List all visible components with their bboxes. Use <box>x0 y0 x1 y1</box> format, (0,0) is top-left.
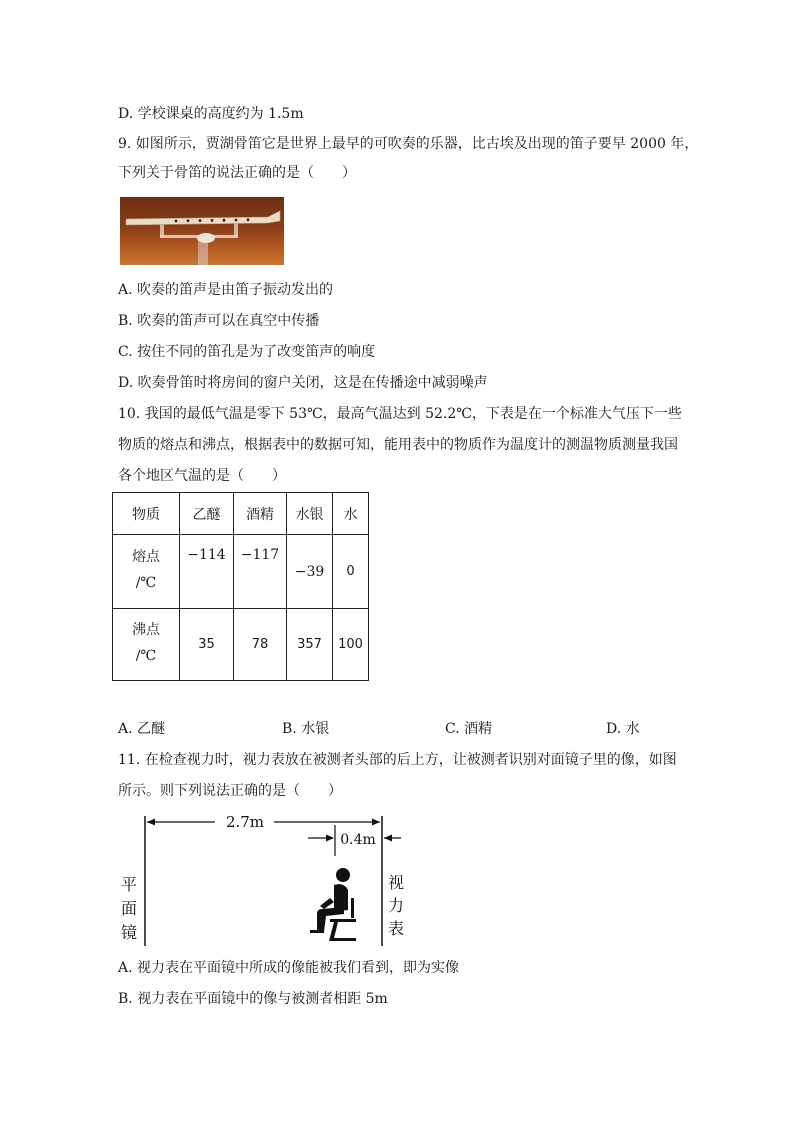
table-cell: −117 <box>234 535 287 609</box>
q11-stem-line1: 11. 在检查视力时，视力表放在被测者头部的后上方，让被测者识别对面镜子里的像，如图 <box>118 752 677 768</box>
chart-label-char: 视 <box>387 873 405 892</box>
arrow-right-icon <box>326 835 334 842</box>
table-cell: 100 <box>333 609 369 681</box>
table-row <box>113 535 369 609</box>
q10-option-a: A. 乙醚 <box>118 721 166 737</box>
table-header-row <box>113 493 369 535</box>
q9-option-b: B. 吹奏的笛声可以在真空中传播 <box>118 313 320 329</box>
q11-option-a: A. 视力表在平面镜中所成的像能被我们看到，即为实像 <box>118 960 460 976</box>
table-cell: −39 <box>287 535 333 609</box>
table-row <box>113 609 369 681</box>
row-label: 熔点 <box>132 548 160 565</box>
q10-stem-line2: 物质的熔点和沸点，根据表中的数据可知，能用表中的物质作为温度计的测温物质测量我国 <box>118 437 678 453</box>
q10-stem-line1: 10. 我国的最低气温是零下 53℃，最高气温达到 52.2℃，下表是在一个标准大气压下一些 <box>118 406 682 422</box>
arrow-right-icon <box>372 819 380 826</box>
table-cell: 78 <box>234 609 287 681</box>
q10-option-d: D. 水 <box>606 721 640 737</box>
table-cell: 357 <box>287 609 333 681</box>
q9-stem-line2: 下列关于骨笛的说法正确的是（ ） <box>118 165 356 181</box>
row-unit: /℃ <box>135 647 157 664</box>
chart-label-char: 力 <box>387 896 405 915</box>
row-label-cell <box>113 609 180 681</box>
row-label-cell <box>113 535 180 609</box>
header-cell: 水银 <box>287 493 333 535</box>
arrow-left-icon <box>384 835 392 842</box>
arrow-left-icon <box>147 819 155 826</box>
q10-option-b: B. 水银 <box>282 721 330 737</box>
q11-stem-line2: 所示。则下列说法正确的是（ ） <box>118 783 342 799</box>
table-cell: 0 <box>333 535 369 609</box>
q10-stem-line3: 各个地区气温的是（ ） <box>118 468 286 484</box>
q9-option-d: D. 吹奏骨笛时将房间的窗户关闭，这是在传播途中减弱噪声 <box>118 375 488 391</box>
table-cell: 35 <box>180 609 234 681</box>
distance-short-label: 0.4m <box>340 832 376 848</box>
q11-option-b: B. 视力表在平面镜中的像与被测者相距 5m <box>118 991 388 1007</box>
q9-stem-line1: 9. 如图所示，贾湖骨笛它是世界上最早的可吹奏的乐器，比古埃及出现的笛子要早 2000 年， <box>118 136 699 152</box>
eye-test-diagram <box>112 808 432 953</box>
q9-option-a: A. 吹奏的笛声是由笛子振动发出的 <box>118 282 334 298</box>
q8-option-d: D. 学校课桌的高度约为 1.5m <box>118 106 304 122</box>
row-label: 沸点 <box>132 621 160 638</box>
table-cell: −114 <box>180 535 234 609</box>
mirror-label-char: 平 <box>120 875 138 894</box>
distance-total-label: 2.7m <box>225 813 265 831</box>
mirror-label-char: 镜 <box>120 923 138 942</box>
q10-option-c: C. 酒精 <box>445 721 493 737</box>
q9-option-c: C. 按住不同的笛孔是为了改变笛声的响度 <box>118 344 376 360</box>
seated-person-icon <box>310 868 356 941</box>
mirror-label-char: 面 <box>120 899 138 918</box>
row-unit: /℃ <box>135 574 157 591</box>
header-cell: 物质 <box>113 493 180 535</box>
chart-label-char: 表 <box>387 919 405 938</box>
melting-boiling-table <box>112 492 369 681</box>
header-cell: 水 <box>333 493 369 535</box>
header-cell: 乙醚 <box>180 493 234 535</box>
header-cell: 酒精 <box>234 493 287 535</box>
bone-flute-photo <box>120 197 284 265</box>
